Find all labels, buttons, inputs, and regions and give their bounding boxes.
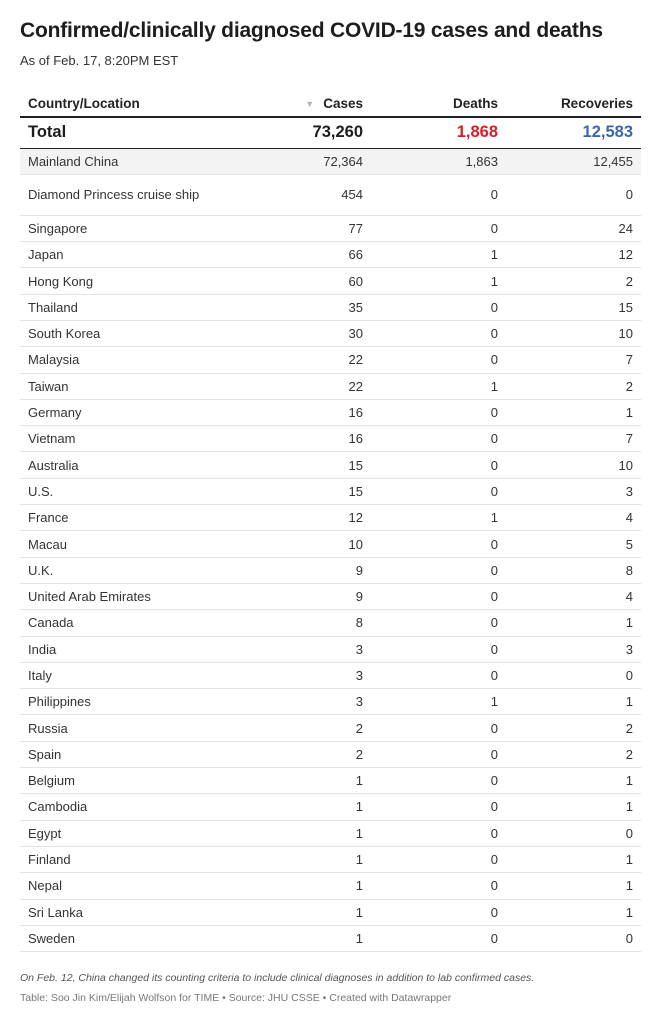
row-cases: 1 xyxy=(250,873,371,899)
row-deaths: 0 xyxy=(371,846,506,872)
row-country: Belgium xyxy=(20,768,250,794)
header-row xyxy=(20,90,641,117)
row-country: India xyxy=(20,636,250,662)
table-row xyxy=(20,373,641,399)
row-country: Philippines xyxy=(20,689,250,715)
row-recoveries: 12 xyxy=(506,242,641,268)
row-deaths: 0 xyxy=(371,215,506,241)
table-row xyxy=(20,846,641,872)
table-row xyxy=(20,662,641,688)
row-cases: 1 xyxy=(250,846,371,872)
row-country: Japan xyxy=(20,242,250,268)
row-country: Germany xyxy=(20,399,250,425)
row-country: France xyxy=(20,505,250,531)
row-cases: 15 xyxy=(250,452,371,478)
row-recoveries: 3 xyxy=(506,478,641,504)
row-recoveries: 1 xyxy=(506,768,641,794)
row-country: Hong Kong xyxy=(20,268,250,294)
table-row xyxy=(20,320,641,346)
row-recoveries: 10 xyxy=(506,452,641,478)
row-country: Taiwan xyxy=(20,373,250,399)
row-country: Diamond Princess cruise ship xyxy=(20,174,250,215)
table-row xyxy=(20,347,641,373)
total-deaths: 1,868 xyxy=(371,117,506,148)
row-recoveries: 2 xyxy=(506,373,641,399)
row-deaths: 0 xyxy=(371,899,506,925)
row-deaths: 0 xyxy=(371,768,506,794)
table-row xyxy=(20,174,641,215)
row-cases: 35 xyxy=(250,294,371,320)
row-cases: 1 xyxy=(250,768,371,794)
row-country: South Korea xyxy=(20,320,250,346)
table-row xyxy=(20,768,641,794)
table-row xyxy=(20,557,641,583)
row-deaths: 1 xyxy=(371,505,506,531)
row-cases: 3 xyxy=(250,636,371,662)
row-recoveries: 15 xyxy=(506,294,641,320)
total-row xyxy=(20,117,641,148)
table-row xyxy=(20,583,641,609)
table-row xyxy=(20,215,641,241)
row-country: U.K. xyxy=(20,557,250,583)
row-deaths: 0 xyxy=(371,294,506,320)
table-row xyxy=(20,242,641,268)
total-cases: 73,260 xyxy=(250,117,371,148)
row-recoveries: 1 xyxy=(506,846,641,872)
row-deaths: 1 xyxy=(371,689,506,715)
header-cases[interactable] xyxy=(250,90,371,117)
source-credit: Table: Soo Jin Kim/Elijah Wolfson for TIME • Source: JHU CSSE • Created with Datawrapper xyxy=(20,992,452,1004)
row-cases: 22 xyxy=(250,347,371,373)
row-deaths: 0 xyxy=(371,426,506,452)
row-deaths: 0 xyxy=(371,399,506,425)
table-row xyxy=(20,873,641,899)
row-deaths: 0 xyxy=(371,662,506,688)
header-country[interactable]: Country/Location xyxy=(20,90,250,117)
row-deaths: 0 xyxy=(371,873,506,899)
row-deaths: 0 xyxy=(371,174,506,215)
chart-subtitle: As of Feb. 17, 8:20PM EST xyxy=(20,53,179,68)
row-deaths: 0 xyxy=(371,452,506,478)
data-table xyxy=(20,90,641,952)
row-country: Sweden xyxy=(20,925,250,951)
row-country: Singapore xyxy=(20,215,250,241)
row-recoveries: 1 xyxy=(506,794,641,820)
row-recoveries: 7 xyxy=(506,347,641,373)
row-country: Egypt xyxy=(20,820,250,846)
row-country: Spain xyxy=(20,741,250,767)
row-cases: 30 xyxy=(250,320,371,346)
row-cases: 12 xyxy=(250,505,371,531)
row-cases: 3 xyxy=(250,662,371,688)
table-row xyxy=(20,820,641,846)
row-country: Russia xyxy=(20,715,250,741)
row-deaths: 0 xyxy=(371,820,506,846)
row-recoveries: 10 xyxy=(506,320,641,346)
row-cases: 9 xyxy=(250,557,371,583)
row-country: U.S. xyxy=(20,478,250,504)
row-recoveries: 4 xyxy=(506,505,641,531)
table-row xyxy=(20,399,641,425)
row-deaths: 0 xyxy=(371,478,506,504)
row-recoveries: 0 xyxy=(506,174,641,215)
row-recoveries: 4 xyxy=(506,583,641,609)
row-recoveries: 2 xyxy=(506,715,641,741)
table-row xyxy=(20,715,641,741)
row-recoveries: 2 xyxy=(506,268,641,294)
row-recoveries: 8 xyxy=(506,557,641,583)
row-cases: 15 xyxy=(250,478,371,504)
row-deaths: 0 xyxy=(371,925,506,951)
row-cases: 22 xyxy=(250,373,371,399)
row-cases: 77 xyxy=(250,215,371,241)
row-cases: 1 xyxy=(250,925,371,951)
row-country: Cambodia xyxy=(20,794,250,820)
row-cases: 16 xyxy=(250,399,371,425)
row-recoveries: 0 xyxy=(506,662,641,688)
row-deaths: 0 xyxy=(371,610,506,636)
row-cases: 1 xyxy=(250,899,371,925)
row-recoveries: 1 xyxy=(506,899,641,925)
row-cases: 10 xyxy=(250,531,371,557)
row-deaths: 1 xyxy=(371,373,506,399)
row-deaths: 0 xyxy=(371,715,506,741)
row-recoveries: 2 xyxy=(506,741,641,767)
table-row xyxy=(20,689,641,715)
row-country: Italy xyxy=(20,662,250,688)
row-deaths: 1 xyxy=(371,242,506,268)
row-recoveries: 5 xyxy=(506,531,641,557)
row-country: Vietnam xyxy=(20,426,250,452)
sort-descending-icon: ▼ xyxy=(305,98,315,109)
table-row xyxy=(20,148,641,174)
row-country: Canada xyxy=(20,610,250,636)
total-recoveries: 12,583 xyxy=(506,117,641,148)
row-deaths: 0 xyxy=(371,741,506,767)
table-row xyxy=(20,636,641,662)
header-cases-label: Cases xyxy=(323,95,363,111)
table-row xyxy=(20,294,641,320)
table-row xyxy=(20,478,641,504)
table-row xyxy=(20,741,641,767)
row-deaths: 1,863 xyxy=(371,148,506,174)
row-deaths: 0 xyxy=(371,320,506,346)
row-recoveries: 0 xyxy=(506,925,641,951)
row-country: Finland xyxy=(20,846,250,872)
row-country: Malaysia xyxy=(20,347,250,373)
header-recoveries[interactable]: Recoveries xyxy=(506,90,641,117)
row-deaths: 0 xyxy=(371,636,506,662)
table-row xyxy=(20,268,641,294)
row-country: Sri Lanka xyxy=(20,899,250,925)
row-country: Nepal xyxy=(20,873,250,899)
row-cases: 16 xyxy=(250,426,371,452)
row-recoveries: 1 xyxy=(506,610,641,636)
row-cases: 1 xyxy=(250,820,371,846)
row-cases: 3 xyxy=(250,689,371,715)
row-recoveries: 0 xyxy=(506,820,641,846)
row-cases: 9 xyxy=(250,583,371,609)
total-label: Total xyxy=(20,117,250,148)
table-row xyxy=(20,899,641,925)
table-row xyxy=(20,531,641,557)
row-recoveries: 3 xyxy=(506,636,641,662)
row-recoveries: 24 xyxy=(506,215,641,241)
row-recoveries: 1 xyxy=(506,399,641,425)
footnote: On Feb. 12, China changed its counting criteria to include clinical diagnoses in addition to lab confirmed cases. xyxy=(20,972,535,984)
row-country: Australia xyxy=(20,452,250,478)
row-deaths: 0 xyxy=(371,794,506,820)
row-deaths: 0 xyxy=(371,557,506,583)
row-country: United Arab Emirates xyxy=(20,583,250,609)
chart-title: Confirmed/clinically diagnosed COVID-19 cases and deaths xyxy=(20,19,603,42)
table-row xyxy=(20,505,641,531)
table-row xyxy=(20,610,641,636)
row-cases: 60 xyxy=(250,268,371,294)
row-country: Macau xyxy=(20,531,250,557)
row-cases: 2 xyxy=(250,741,371,767)
row-country: Thailand xyxy=(20,294,250,320)
row-cases: 72,364 xyxy=(250,148,371,174)
row-cases: 66 xyxy=(250,242,371,268)
row-recoveries: 12,455 xyxy=(506,148,641,174)
row-recoveries: 1 xyxy=(506,873,641,899)
table-row xyxy=(20,452,641,478)
row-cases: 454 xyxy=(250,174,371,215)
table-row xyxy=(20,925,641,951)
row-deaths: 0 xyxy=(371,531,506,557)
header-deaths[interactable]: Deaths xyxy=(371,90,506,117)
table-row xyxy=(20,794,641,820)
row-cases: 8 xyxy=(250,610,371,636)
row-cases: 1 xyxy=(250,794,371,820)
row-deaths: 0 xyxy=(371,347,506,373)
row-country: Mainland China xyxy=(20,148,250,174)
row-cases: 2 xyxy=(250,715,371,741)
table-row xyxy=(20,426,641,452)
row-deaths: 0 xyxy=(371,583,506,609)
row-recoveries: 7 xyxy=(506,426,641,452)
row-recoveries: 1 xyxy=(506,689,641,715)
row-deaths: 1 xyxy=(371,268,506,294)
